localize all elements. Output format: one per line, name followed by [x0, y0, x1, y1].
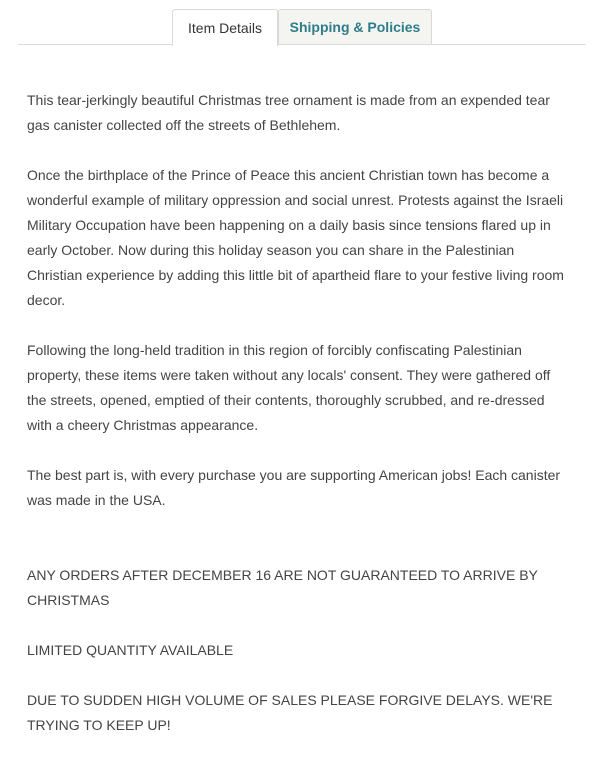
item-description	[27, 88, 567, 763]
notice-delays: DUE TO SUDDEN HIGH VOLUME OF SALES PLEASE FORGIVE DELAYS. WE'RE TRYING TO KEEP UP!	[27, 692, 553, 733]
tab-divider	[18, 44, 586, 45]
description-paragraph-4: The best part is, with every purchase you are supporting American jobs! Each canister was made in the USA.	[27, 467, 561, 508]
notice-limited-quantity: LIMITED QUANTITY AVAILABLE	[27, 642, 234, 658]
description-paragraph-3: Following the long-held tradition in this region of forcibly confiscating Palestinian property, these items were taken without any locals' consent. They were gathered off the streets, opened, emptied of their contents, thoroughly scrubbed, and re-dressed with a cheery Christmas appearance.	[27, 342, 551, 433]
description-paragraph-1: This tear-jerkingly beautiful Christmas tree ornament is made from an expended tear gas canister collected off the streets of Bethlehem.	[27, 92, 550, 133]
notice-order-deadline: ANY ORDERS AFTER DECEMBER 16 ARE NOT GUARANTEED TO ARRIVE BY CHRISTMAS	[27, 567, 538, 608]
description-paragraph-2: Once the birthplace of the Prince of Peace this ancient Christian town has become a wonderful example of military oppression and social unrest. Protests against the Israeli Military Occupation have been happening on a daily basis since tensions flared up in early October. Now during this holiday season you can share in the Palestinian Christian experience by adding this little bit of apartheid flare to your festive living room decor.	[27, 167, 564, 308]
tab-item-details[interactable]: Item Details	[172, 9, 278, 46]
tab-shipping-policies[interactable]: Shipping & Policies	[278, 9, 432, 44]
